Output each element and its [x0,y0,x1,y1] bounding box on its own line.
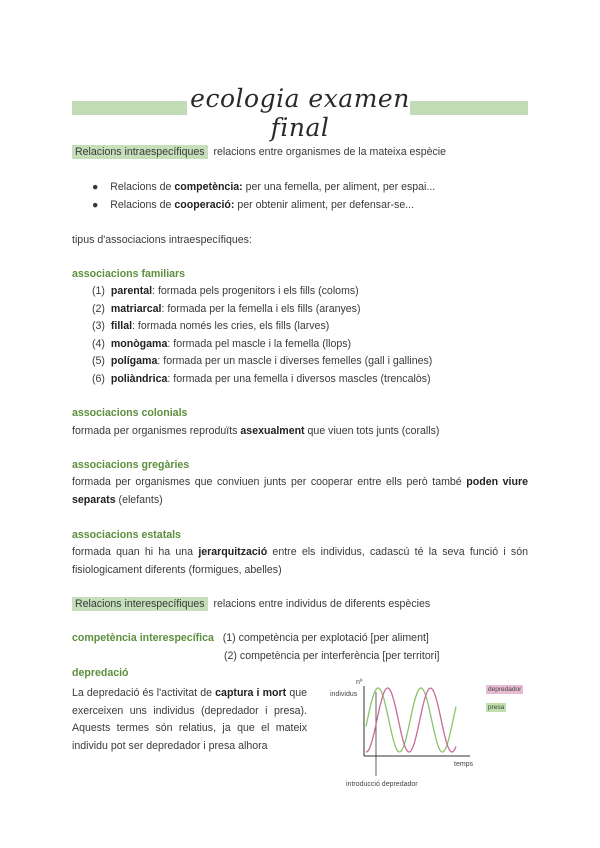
diagram-xlabel: temps [454,761,474,768]
familiar-item: (2) matriarcal: formada per la femella i els fills (aranyes) [92,303,361,315]
gregaries-heading: associacions gregàries [72,459,190,471]
estatals-text: formada quan hi ha una jerarquització entre els individus, cadascú té la seva funció i són fisiologicament diferents (formigues, abelles) [72,546,529,576]
familiar-item: (3) fillal: formada només les cries, els fills (larves) [92,320,330,332]
colonials-heading: associacions colonials [72,407,188,419]
page-title: ecologia examen final [190,84,410,142]
diagram-ylabel-1: nº [356,679,363,686]
bullet-competencia [92,181,435,193]
bullet-pre: Relacions de [110,199,175,211]
intra-line [72,146,446,158]
depredacio-heading: depredació [72,667,129,679]
gregaries-text: formada per organismes que conviuen junts per cooperar entre ells però també poden viure separats (elefants) [72,476,528,506]
bullet-rest: per una femella, per aliment, per espai... [242,181,436,193]
familiar-item: (5) polígama: formada per un mascle i diverses femelles (gall i gallines) [92,355,433,367]
familiar-item: (6) poliàndrica: formada per una femella i diversos mascles (trencalòs) [92,373,431,385]
bullet-cooperacio [92,199,414,211]
bullet-pre: Relacions de [110,181,175,193]
prey-curve [366,688,456,752]
familiar-item: (1) parental: formada pels progenitors i els fills (coloms) [92,285,359,297]
diagram-bottom-label: introducció depredador [346,781,418,788]
bullet-dot: ● [92,181,99,193]
competencia-item-1: (1) competència per explotació [per aliment] [222,632,429,644]
intra-desc: relacions entre organismes de la mateixa espècie [213,146,447,158]
bullet-bold: competència: [174,181,243,193]
intra-heading: Relacions intraespecífiques [72,145,208,159]
bullet-dot: ● [92,199,99,211]
title-bar-right [410,101,528,115]
bullet-rest: per obtenir aliment, per defensar-se... [234,199,415,211]
familiars-heading: associacions familiars [72,268,186,280]
estatals-heading: associacions estatals [72,529,181,541]
competencia-line [72,632,429,644]
predator-curve [366,688,456,752]
inter-line [72,598,430,610]
diagram-ylabel-2: individus [330,691,358,698]
depredacio-text: La depredació és l'activitat de captura i mort que exerceixen uns individus (depredador i presa). Aquests termes són relatius, ja que el mateix individu pot ser depredador i presa alhora [72,687,307,752]
bullet-bold: cooperació: [174,199,235,211]
inter-desc: relacions entre individus de diferents espècies [213,598,431,610]
title-bar-left [72,101,187,115]
legend-predator: depredador [488,686,522,693]
predator-prey-diagram [320,672,490,790]
competencia-heading: competència interespecífica [72,632,214,644]
inter-heading: Relacions interespecífiques [72,597,208,611]
familiar-item: (4) monògama: formada pel mascle i la femella (llops) [92,338,352,350]
colonials-text: formada per organismes reproduïts asexualment que viuen tots junts (coralls) [72,425,440,437]
legend-prey: presa [488,704,505,711]
types-intro: tipus d'associacions intraespecífiques: [72,234,252,246]
competencia-item-2: (2) competència per interferència [per territori] [224,650,440,662]
